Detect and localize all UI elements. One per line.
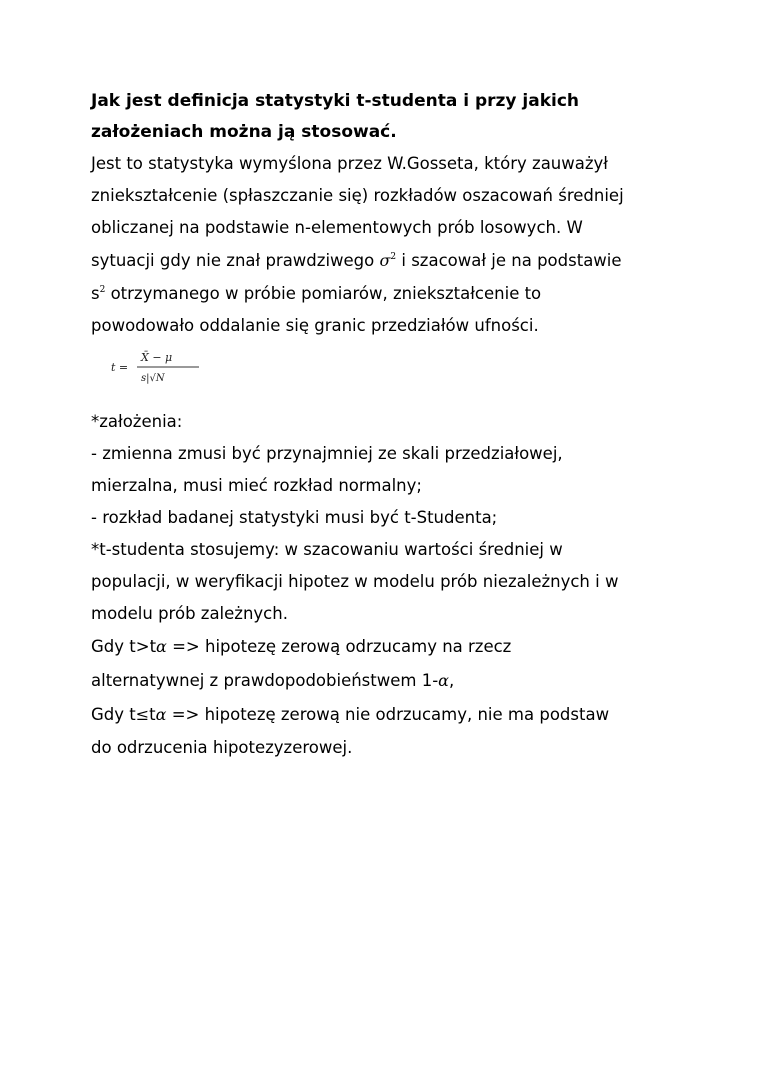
text-fragment: Gdy t>t <box>91 637 157 656</box>
superscript: 2 <box>390 252 397 262</box>
text-fragment: i szacował je na podstawie <box>396 251 622 270</box>
intro-paragraph <box>91 148 691 342</box>
assumptions-heading: *założenia: <box>91 412 183 431</box>
document-title <box>91 86 691 148</box>
sigma-symbol: σ <box>379 251 391 270</box>
text-fragment: => hipotezę zerową odrzucamy na rzecz <box>166 637 512 656</box>
rule-2-line-2: do odrzucenia hipotezyzerowej. <box>91 738 353 757</box>
rules-section <box>91 630 691 764</box>
usage-line: modelu prób zależnych. <box>91 604 288 623</box>
usage-line: *t-studenta stosujemy: w szacowaniu wartości średniej w <box>91 540 563 559</box>
intro-line-sigma <box>91 244 691 278</box>
intro-line: powodowało oddalanie się granic przedziałów ufności. <box>91 316 539 335</box>
usage-line: populacji, w weryfikacji hipotez w modelu prób niezależnych i w <box>91 572 619 591</box>
intro-line-s2 <box>91 278 691 310</box>
title-line-2: założeniach można ją stosować. <box>91 122 397 142</box>
text-fragment: Gdy t <box>91 705 136 724</box>
rule-1-line-2 <box>91 664 691 698</box>
text-fragment: s <box>91 284 100 303</box>
rule-2-line-1 <box>91 698 691 732</box>
text-fragment: t <box>149 705 156 724</box>
assumptions-section <box>91 406 691 534</box>
intro-line: zniekształcenie (spłaszczanie się) rozkładów oszacowań średniej <box>91 186 624 205</box>
assumption-line: - zmienna zmusi być przynajmniej ze skali przedziałowej, <box>91 444 563 463</box>
superscript: 2 <box>99 285 106 295</box>
title-line-1: Jak jest definicja statystyki t-studenta i przy jakich <box>91 91 580 111</box>
usage-section <box>91 534 691 630</box>
formula-image <box>109 346 199 390</box>
text-fragment: otrzymanego w próbie pomiarów, zniekształcenie to <box>105 284 542 303</box>
rule-1-line-1 <box>91 630 691 664</box>
intro-line: obliczanej na podstawie n-elementowych prób losowych. W <box>91 218 583 237</box>
assumption-line: - rozkład badanej statystyki musi być t-Studenta; <box>91 508 498 527</box>
less-equal-symbol: ≤ <box>135 705 150 724</box>
alpha-symbol: α <box>156 637 167 656</box>
text-fragment: , <box>448 671 455 690</box>
text-fragment: sytuacji gdy nie znał prawdziwego <box>91 251 380 270</box>
text-fragment: alternatywnej z prawdopodobieństwem 1- <box>91 671 439 690</box>
formula-numerator: X̄ − μ <box>141 351 173 364</box>
formula-denominator: s|√N <box>141 373 165 384</box>
assumption-line: mierzalna, musi mieć rozkład normalny; <box>91 476 422 495</box>
text-fragment: => hipotezę zerową nie odrzucamy, nie ma podstaw <box>166 705 610 724</box>
intro-line: Jest to statystyka wymyślona przez W.Gosseta, który zauważył <box>91 154 608 173</box>
document-page <box>91 86 691 764</box>
formula-lhs: t = <box>111 361 129 374</box>
alpha-symbol: α <box>438 671 449 690</box>
alpha-symbol: α <box>155 705 167 724</box>
t-statistic-formula <box>91 342 691 394</box>
